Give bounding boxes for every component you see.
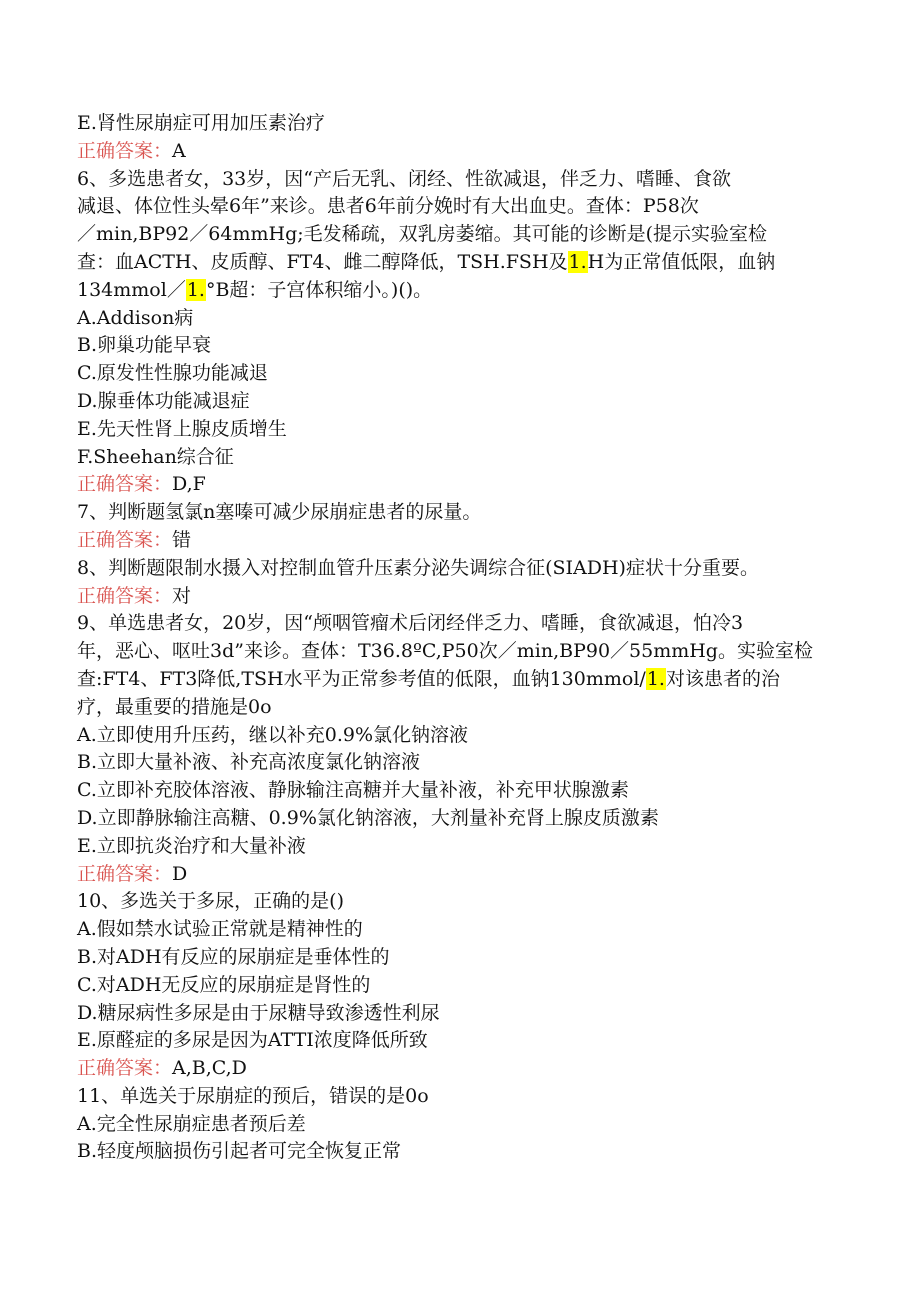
answer-line (77, 138, 867, 166)
option-line: C.立即补充胶体溶液、静脉输注高糖并大量补液，补充甲状腺激素 (77, 779, 629, 802)
question-6-line (77, 277, 867, 305)
document-page (77, 110, 867, 1166)
question-9-line (77, 666, 867, 694)
answer-line (77, 527, 867, 555)
answer-label: 正确答案： (77, 528, 173, 551)
option-line: B.对ADH有反应的尿崩症是垂体性的 (77, 945, 390, 968)
answer-value: D (172, 862, 188, 885)
option-line: C.对ADH无反应的尿崩症是肾性的 (77, 973, 371, 996)
text-segment: H为正常值低限，血钠 (587, 250, 776, 273)
option-line: B.卵巢功能早衰 (77, 334, 212, 357)
text-segment: 查:FT4、FT3降低,TSH水平为正常参考值的低限，血钠130mmol/ (77, 667, 646, 690)
question-11-line: 11、单选关于尿崩症的预后，错误的是0o (77, 1084, 429, 1107)
option-line: A.假如禁水试验正常就是精神性的 (77, 918, 363, 941)
question-6-line: 减退、体位性头晕6年”来诊。患者6年前分娩时有大出血史。查体：P58次 (77, 195, 699, 218)
option-line: D.糖尿病性多尿是由于尿糖导致渗透性利尿 (77, 1001, 440, 1024)
option-line: A.Addison病 (77, 306, 194, 329)
answer-value: 错 (172, 528, 192, 551)
text-segment: °B超：子宫体积缩小。)()。 (205, 278, 433, 301)
text-segment: 134mmol／ (77, 278, 186, 301)
option-line: A.完全性尿崩症患者预后差 (77, 1112, 306, 1135)
text-segment: 对该患者的治 (665, 667, 780, 690)
option-line: D.立即静脉输注高糖、0.9%氯化钠溶液，大剂量补充肾上腺皮质激素 (77, 806, 659, 829)
option-line: E.先天性肾上腺皮质增生 (77, 417, 287, 440)
question-9-line: 疗，最重要的措施是0o (77, 695, 272, 718)
highlight-mark: 1. (568, 250, 587, 273)
option-line: C.原发性性腺功能减退 (77, 362, 268, 385)
option-line: F.Sheehan综合征 (77, 445, 234, 468)
question-10-line: 10、多选关于多尿，正确的是() (77, 890, 345, 913)
answer-line (77, 471, 867, 499)
text-segment: 查：血ACTH、皮质醇、FT4、雌二醇降低，TSH.FSH及 (77, 250, 568, 273)
answer-label: 正确答案： (77, 1057, 173, 1080)
answer-label: 正确答案： (77, 862, 173, 885)
answer-label: 正确答案： (77, 473, 173, 496)
highlight-mark: 1. (186, 278, 205, 301)
question-7-line: 7、判断题氢氯n塞嗪可减少尿崩症患者的尿量。 (77, 501, 482, 524)
answer-line (77, 583, 867, 611)
answer-line (77, 1055, 867, 1083)
option-line: B.立即大量补液、补充高浓度氯化钠溶液 (77, 751, 421, 774)
question-6-line (77, 249, 867, 277)
question-9-line: 9、单选患者女，20岁，因“颅咽管瘤术后闭经伴乏力、嗜睡，食欲减退，怕冷3 (77, 612, 744, 635)
option-line: D.腺垂体功能减退症 (77, 389, 250, 412)
option-line: A.立即使用升压药，继以补充0.9%氯化钠溶液 (77, 723, 469, 746)
question-8-line: 8、判断题限制水摄入对控制血管升压素分泌失调综合征(SIADH)症状十分重要。 (77, 556, 759, 579)
option-line: E.原醛症的多尿是因为ATTI浓度降低所致 (77, 1029, 428, 1052)
answer-value: 对 (172, 584, 192, 607)
answer-value: D,F (172, 473, 206, 496)
question-9-line: 年，恶心、呕吐3d”来诊。查体：T36.8ºC,P50次／min,BP90／55mmHg。实验室检 (77, 640, 813, 663)
option-line: E.肾性尿崩症可用加压素治疗 (77, 112, 325, 134)
answer-line (77, 861, 867, 889)
option-line: E.立即抗炎治疗和大量补液 (77, 834, 306, 857)
option-line: B.轻度颅脑损伤引起者可完全恢复正常 (77, 1140, 402, 1163)
answer-label: 正确答案： (77, 584, 173, 607)
answer-value: A (172, 139, 186, 162)
question-6-line: 6、多选患者女，33岁，因“产后无乳、闭经、性欲减退，伴乏力、嗜睡、食欲 (77, 167, 731, 190)
highlight-mark: 1. (646, 667, 665, 690)
question-6-line: ／min,BP92／64mmHg;毛发稀疏，双乳房萎缩。其可能的诊断是(提示实验室检 (77, 223, 768, 246)
answer-value: A,B,C,D (172, 1057, 247, 1080)
answer-label: 正确答案： (77, 139, 173, 162)
